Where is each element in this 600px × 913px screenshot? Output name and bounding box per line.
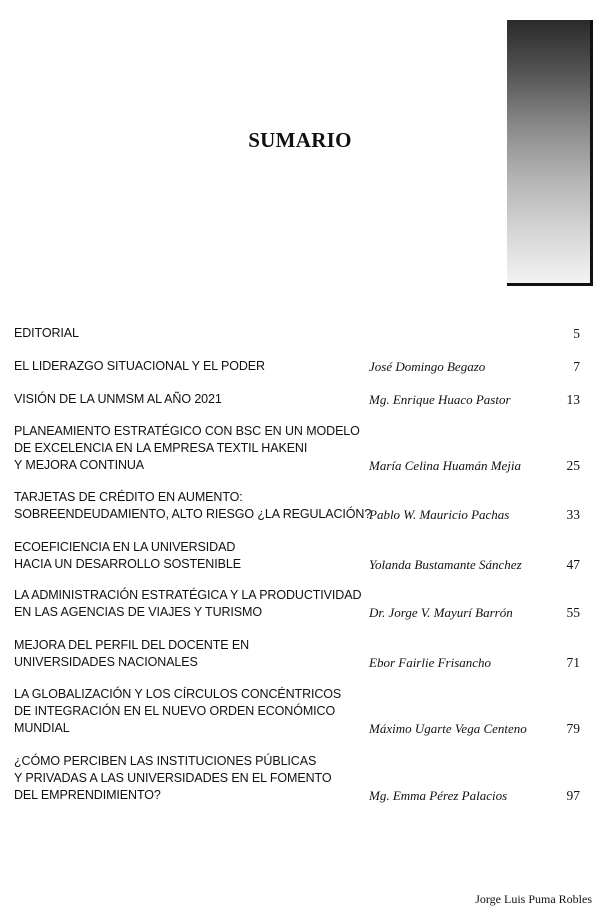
toc-entry-author: Mg. Enrique Huaco Pastor — [369, 392, 511, 407]
toc-entry-title-line: SOBREENDEUDAMIENTO, ALTO RIESGO ¿LA REGULACIÓN? — [14, 507, 372, 521]
toc-entry-title-line: DE INTEGRACIÓN EN EL NUEVO ORDEN ECONÓMICO — [14, 704, 336, 718]
toc-entry-title-line: EL LIDERAZGO SITUACIONAL Y EL PODER — [14, 359, 265, 373]
toc-entry-title-line: LA GLOBALIZACIÓN Y LOS CÍRCULOS CONCÉNTRICOS — [14, 687, 342, 701]
toc-entry-page-number: 47 — [566, 557, 580, 572]
toc-entry-title-line: EN LAS AGENCIAS DE VIAJES Y TURISMO — [14, 605, 262, 619]
toc-entry-title-line: DE EXCELENCIA EN LA EMPRESA TEXTIL HAKENI — [14, 441, 308, 455]
toc-entry-title — [14, 587, 364, 621]
toc-entry-page-number: 5 — [573, 326, 580, 341]
toc-entry-author: Ebor Fairlie Frisancho — [369, 655, 492, 670]
toc-entry-author: Máximo Ugarte Vega Centeno — [369, 721, 527, 736]
toc-entry-title-line: PLANEAMIENTO ESTRATÉGICO CON BSC EN UN MODELO — [14, 424, 360, 438]
gradient-block-right-edge — [590, 20, 593, 286]
toc-entry-title-line: VISIÓN DE LA UNMSM AL AÑO 2021 — [14, 392, 222, 406]
toc-entry-title-line: DEL EMPRENDIMIENTO? — [14, 788, 161, 802]
toc-entry-title — [14, 391, 364, 408]
toc-entry-title — [14, 358, 364, 375]
toc-entry-title-line: EDITORIAL — [14, 326, 79, 340]
toc-entry-page-number: 7 — [573, 359, 580, 374]
toc-entry-title — [14, 423, 364, 474]
page-title: SUMARIO — [248, 128, 352, 152]
toc-entry-title-line: HACIA UN DESARROLLO SOSTENIBLE — [14, 557, 241, 571]
toc-entry-page-number: 55 — [566, 605, 580, 620]
toc-entry-page-number: 25 — [566, 458, 580, 473]
toc-entry-title — [14, 686, 364, 737]
toc-entry-title-line: ¿CÓMO PERCIBEN LAS INSTITUCIONES PÚBLICAS — [14, 754, 317, 768]
toc-entry-page-number: 71 — [566, 655, 580, 670]
toc-entry-title-line: UNIVERSIDADES NACIONALES — [14, 655, 198, 669]
toc-entry-title — [14, 489, 372, 523]
decorative-gradient-block — [507, 20, 593, 286]
toc-entry-title-line: Y PRIVADAS A LAS UNIVERSIDADES EN EL FOMENTO — [14, 771, 332, 785]
toc-entry-title — [14, 325, 364, 342]
toc-entry-author: Yolanda Bustamante Sánchez — [369, 557, 522, 572]
toc-entry-page-number: 97 — [566, 788, 580, 803]
footer-author: Jorge Luis Puma Robles — [475, 892, 592, 906]
toc-entry-title-line: Y MEJORA CONTINUA — [14, 458, 145, 472]
toc-entry-page-number: 13 — [566, 392, 580, 407]
toc-entry-author: Mg. Emma Pérez Palacios — [369, 788, 508, 803]
toc-entry-title — [14, 637, 364, 671]
toc-entry-title-line: MUNDIAL — [14, 721, 70, 735]
toc-entry-title-line: MEJORA DEL PERFIL DEL DOCENTE EN — [14, 638, 250, 652]
toc-entry-author: Dr. Jorge V. Mayurí Barrón — [369, 605, 513, 620]
toc-entry-author: José Domingo Begazo — [369, 359, 486, 374]
toc-entry-title-line: TARJETAS DE CRÉDITO EN AUMENTO: — [14, 490, 243, 504]
toc-entry-author: María Celina Huamán Mejia — [369, 458, 522, 473]
toc-entry-author: Pablo W. Mauricio Pachas — [369, 507, 510, 522]
toc-entry-title — [14, 753, 364, 804]
toc-entry-title-line: LA ADMINISTRACIÓN ESTRATÉGICA Y LA PRODUCTIVIDAD — [14, 588, 362, 602]
toc-entry-page-number: 33 — [566, 507, 580, 522]
gradient-block-bottom-edge — [507, 283, 593, 286]
toc-entry-title — [14, 539, 364, 573]
toc-entry-page-number: 79 — [566, 721, 580, 736]
toc-entry-title-line: ECOEFICIENCIA EN LA UNIVERSIDAD — [14, 540, 236, 554]
